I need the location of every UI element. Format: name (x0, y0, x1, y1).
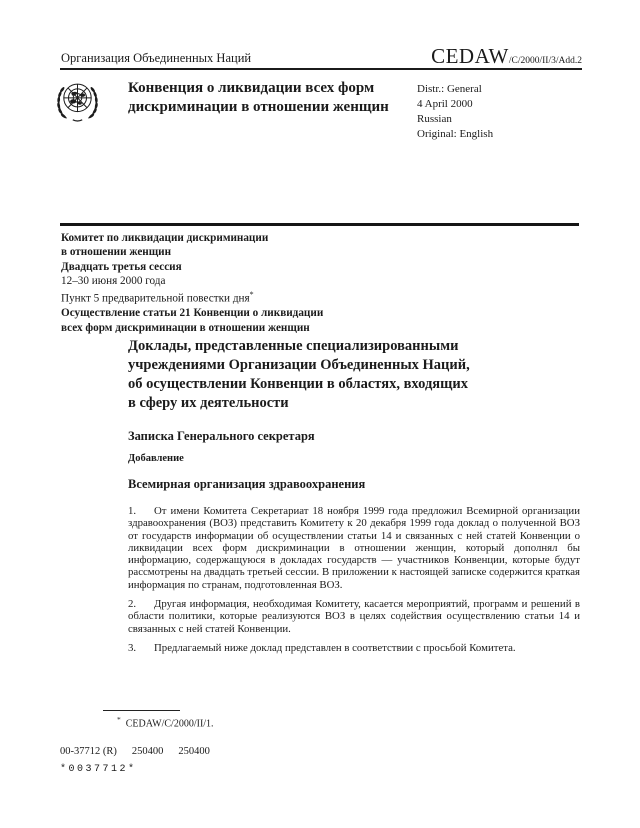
header-rule (60, 68, 582, 70)
section-divider-rule (60, 223, 579, 226)
agenda-item-title-line2: всех форм дискриминации в отношении женщин (61, 321, 310, 334)
committee-name-line1: Комитет по ликвидации дискриминации (61, 232, 269, 244)
paragraph-2 (128, 598, 580, 635)
report-title-line4: в сферу их деятельности (128, 395, 289, 411)
language-line: Russian (417, 113, 452, 125)
paragraph-2-text: Другая информация, необходимая Комитету, касается мероприятий, программ и решений в области политики, которые реализуются ВОЗ в целях содействия осуществлению статьи 14 и связанных с ней статей Конвенции. (128, 598, 580, 635)
date-line: 4 April 2000 (417, 98, 473, 110)
committee-name-line2: в отношении женщин (61, 246, 172, 259)
paragraph-1-number: 1. (128, 505, 137, 517)
document-symbol-main: CEDAW (431, 44, 509, 68)
barcode-text: *0037712* (60, 764, 137, 775)
distribution-block (417, 82, 493, 142)
footnote-ref: * (117, 715, 121, 724)
footnote-separator-rule (103, 710, 180, 711)
paragraph-1-text: От имени Комитета Секретариат 18 ноября 1999 года предложил Всемирной организации здравоохранения (ВОЗ) представить Комитету к 20 декабря 1999 года доклад о полученной ВОЗ от государств информации об осуществлении статьи 14 и связанных с ней статей Конвенции о ликвидации всех форм дискриминации в отношении женщин, который дополнял бы информацию, содержащуюся в докладах государств — участников Конвенции, которые будут рассмотрены на двадцать третьей сессии. В приложении к настоящей записке содержится краткая информация по странам, подготовленная ВОЗ. (128, 505, 580, 591)
print-code-1: 250400 (131, 746, 164, 757)
document-number: 00-37712 (R) (60, 746, 117, 757)
paragraph-3-text: Предлагаемый ниже доклад представлен в соответствии с просьбой Комитета. (154, 641, 516, 654)
agenda-item-title-line1: Осуществление статьи 21 Конвенции о ликвидации (61, 307, 324, 320)
report-title-line2: учреждениями Организации Объединенных Наций, (128, 357, 470, 373)
addendum-heading: Добавление (128, 453, 184, 464)
footnote (117, 715, 214, 729)
document-symbol-suffix: /C/2000/II/3/Add.2 (508, 56, 582, 66)
paragraph-1 (128, 505, 580, 591)
convention-title: Конвенция о ликвидации всех форм дискриминации в отношении женщин (128, 80, 389, 115)
paragraph-3 (128, 642, 580, 654)
report-title-line1: Доклады, представленные специализированными (128, 338, 459, 354)
un-emblem-svg (54, 77, 101, 125)
note-subtitle: Записка Генерального секретаря (128, 429, 315, 443)
un-org-name: Организация Объединенных Наций (61, 51, 252, 65)
un-emblem-icon (54, 77, 101, 125)
main-content (128, 337, 580, 654)
footnote-text: CEDAW/C/2000/II/1. (125, 718, 214, 730)
agenda-item-text: Пункт 5 предварительной повестки дня (61, 292, 250, 305)
document-number-line (60, 746, 225, 757)
original-language-line: Original: English (417, 128, 494, 140)
session-dates: 12–30 июня 2000 года (61, 274, 166, 287)
report-title (128, 337, 580, 413)
session-title: Двадцать третья сессия (61, 260, 182, 273)
who-section-heading: Всемирная организация здравоохранения (128, 477, 366, 491)
distr-line: Distr.: General (417, 83, 482, 95)
report-title-line3: об осуществлении Конвенции в областях, входящих (128, 376, 468, 392)
agenda-footnote-ref: * (249, 290, 254, 300)
paragraph-3-number: 3. (128, 641, 137, 654)
paragraph-2-number: 2. (128, 598, 137, 611)
document-symbol (431, 44, 582, 69)
print-code-2: 250400 (178, 746, 210, 757)
agenda-item-line (61, 288, 323, 306)
committee-block (61, 231, 323, 335)
